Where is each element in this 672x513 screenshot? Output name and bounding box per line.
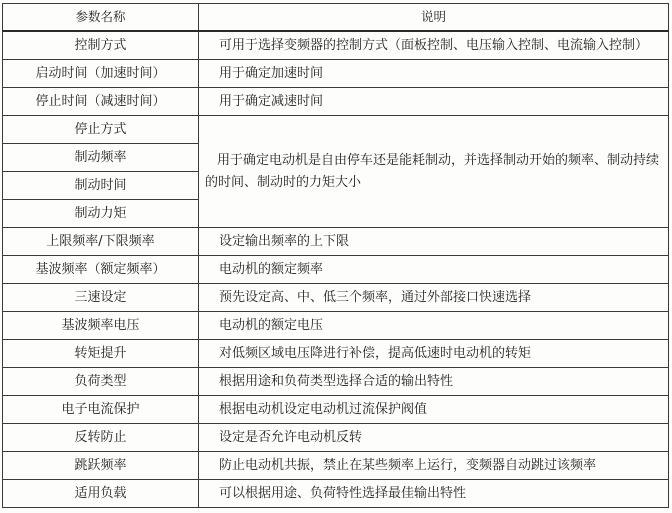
header-param-name: 参数名称 (3, 4, 199, 32)
param-name: 停止时间（减速时间） (3, 88, 199, 116)
brake-group-description-text: 用于确定电动机是自由停车还是能耗制动，并选择制动开始的频率、制动持续的时间、制动时的力矩大小 (205, 152, 660, 190)
table-row (3, 88, 669, 116)
param-name: 制动力矩 (3, 200, 199, 228)
param-name: 适用负载 (3, 480, 199, 508)
table-row (3, 60, 669, 88)
table-row (3, 340, 669, 368)
header-description: 说明 (199, 4, 669, 32)
table-row (3, 31, 669, 60)
param-description: 用于确定减速时间 (199, 88, 669, 116)
param-name: 制动时间 (3, 172, 199, 200)
param-description: 用于确定加速时间 (199, 60, 669, 88)
table-row (3, 284, 669, 312)
param-description: 电动机的额定电压 (199, 312, 669, 340)
table-row (3, 312, 669, 340)
param-description: 预先设定高、中、低三个频率，通过外部接口快速选择 (199, 284, 669, 312)
param-name: 反转防止 (3, 424, 199, 452)
param-name: 制动频率 (3, 144, 199, 172)
param-description: 防止电动机共振，禁止在某些频率上运行，变频器自动跳过该频率 (199, 452, 669, 480)
table-row (3, 256, 669, 284)
param-name: 上限频率/下限频率 (3, 228, 199, 256)
param-description: 可用于选择变频器的控制方式（面板控制、电压输入控制、电流输入控制） (199, 31, 669, 60)
param-description: 设定输出频率的上下限 (199, 228, 669, 256)
param-name: 电子电流保护 (3, 396, 199, 424)
param-description: 对低频区域电压降进行补偿，提高低速时电动机的转矩 (199, 340, 669, 368)
param-name: 跳跃频率 (3, 452, 199, 480)
param-name: 基波频率（额定频率） (3, 256, 199, 284)
brake-group-description (199, 116, 669, 228)
param-description: 根据电动机设定电动机过流保护阀值 (199, 396, 669, 424)
param-description: 设定是否允许电动机反转 (199, 424, 669, 452)
param-description: 可以根据用途、负荷特性选择最佳输出特性 (199, 480, 669, 508)
table-row (3, 424, 669, 452)
param-name: 停止方式 (3, 116, 199, 144)
table-row (3, 228, 669, 256)
table-header-row (3, 4, 669, 32)
table-row (3, 116, 669, 144)
parameter-table (2, 3, 669, 508)
param-description: 电动机的额定频率 (199, 256, 669, 284)
table-row (3, 480, 669, 508)
param-name: 负荷类型 (3, 368, 199, 396)
param-name: 三速设定 (3, 284, 199, 312)
table-row (3, 452, 669, 480)
param-name: 基波频率电压 (3, 312, 199, 340)
param-name: 转矩提升 (3, 340, 199, 368)
param-name: 控制方式 (3, 31, 199, 60)
param-name: 启动时间（加速时间） (3, 60, 199, 88)
param-description: 根据用途和负荷类型选择合适的输出特性 (199, 368, 669, 396)
table-row (3, 368, 669, 396)
table-row (3, 396, 669, 424)
